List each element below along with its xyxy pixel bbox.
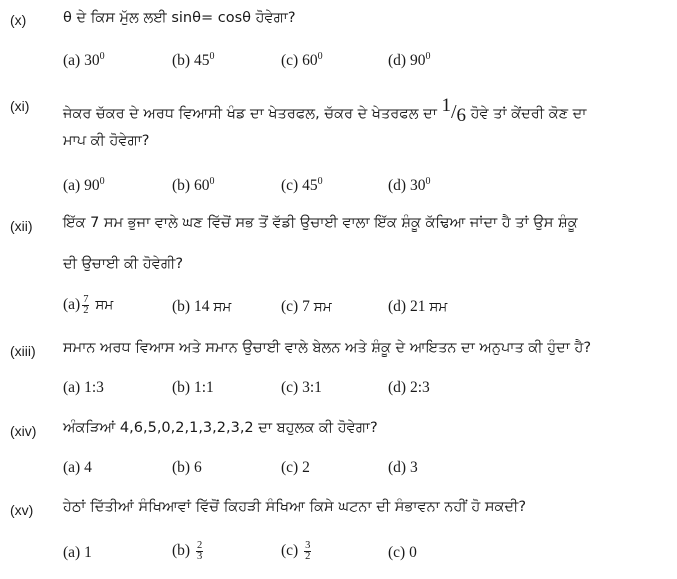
- question-stem: ਜੇਕਰ ਚੱਕਰ ਦੇ ਅਰਧ ਵਿਆਸੀ ਖੰਡ ਦਾ ਖੇਤਰਫਲ, ਚੱਕਰ ਦੇ ਖੇਤਰਫਲ ਦਾ 1/6 ਹੋਵੇ ਤਾਂ ਕੇਂਦਰੀ ਕੋਣ ਦਾ: [63, 95, 587, 126]
- option-c: (c) 7 ਸਮ: [281, 298, 332, 315]
- option-d: (d) $30^0$: [388, 176, 431, 194]
- option-d: (c) 0: [388, 544, 417, 561]
- question-stem: θ ਦੇ ਕਿਸ ਮੁੱਲ ਲਈ sinθ= cosθ ਹੋਵੇਗਾ?: [63, 10, 296, 26]
- option-d: (d) 21 ਸਮ: [388, 298, 448, 315]
- option-d: (d) 3: [388, 459, 418, 476]
- fraction-seven-halves: $\frac{7}{2}$: [83, 294, 89, 316]
- option-b: (b) 14 ਸਮ: [172, 298, 232, 315]
- option-a: (a) $\frac{7}{2}$ ਸਮ: [63, 294, 114, 316]
- option-d: (d) $90^0$: [388, 51, 431, 69]
- fraction-two-thirds: $\frac{2}{3}$: [196, 540, 203, 562]
- question-stem: ਹੇਠਾਂ ਦਿੱਤੀਆਂ ਸੰਖਿਆਵਾਂ ਵਿੱਚੋਂ ਕਿਹੜੀ ਸੰਖਿਆ ਕਿਸੇ ਘਟਨਾ ਦੀ ਸੰਭਾਵਨਾ ਨਹੀਂ ਹੋ ਸਕਦੀ?: [63, 499, 527, 515]
- option-a: (a) $30^0$: [63, 51, 105, 69]
- fraction-three-halves: $\frac{3}{2}$: [305, 540, 311, 562]
- option-b: (b) $45^0$: [172, 51, 215, 69]
- question-number: (xv): [10, 502, 34, 518]
- question-number: (x): [10, 12, 27, 28]
- option-c: (c) $\frac{3}{2}$: [281, 540, 311, 562]
- option-a: (a) 1: [63, 544, 92, 561]
- question-stem: ਇੱਕ 7 ਸਮ ਭੁਜਾ ਵਾਲੇ ਘਣ ਵਿੱਚੋਂ ਸਭ ਤੋਂ ਵੱਡੀ ਉਚਾਈ ਵਾਲਾ ਇੱਕ ਸ਼ੰਕੂ ਕੱਢਿਆ ਜਾਂਦਾ ਹੈ ਤਾਂ ਉਸ ਸ਼ੰਕੂ: [63, 215, 578, 231]
- question-stem: ਅੰਕੜਿਆਂ 4,6,5,0,2,1,3,2,3,2 ਦਾ ਬਹੁਲਕ ਕੀ ਹੋਵੇਗਾ?: [63, 420, 378, 436]
- question-number: (xiv): [10, 423, 37, 439]
- option-c: (c) 3:1: [281, 379, 322, 396]
- option-a: (a) $90^0$: [63, 176, 105, 194]
- question-stem-continued: ਦੀ ਉਚਾਈ ਕੀ ਹੋਵੇਗੀ?: [63, 256, 184, 272]
- option-c: (c) $60^0$: [281, 51, 323, 69]
- option-d: (d) 2:3: [388, 379, 430, 396]
- option-c: (c) 2: [281, 459, 310, 476]
- option-b: (b) 1:1: [172, 379, 214, 396]
- option-a: (a) 4: [63, 459, 92, 476]
- option-b: (b) $\frac{2}{3}$: [172, 540, 203, 562]
- question-number: (xiii): [10, 343, 36, 359]
- question-number: (xii): [10, 218, 33, 234]
- question-stem: ਸਮਾਨ ਅਰਧ ਵਿਆਸ ਅਤੇ ਸਮਾਨ ਉਚਾਈ ਵਾਲੇ ਬੇਲਨ ਅਤੇ ਸ਼ੰਕੂ ਦੇ ਆਇਤਨ ਦਾ ਅਨੁਪਾਤ ਕੀ ਹੁੰਦਾ ਹੈ?: [63, 340, 592, 356]
- fraction-one-sixth: 1/6: [441, 95, 467, 126]
- option-a: (a) 1:3: [63, 379, 104, 396]
- question-stem-continued: ਮਾਪ ਕੀ ਹੋਵੇਗਾ?: [63, 133, 150, 149]
- option-b: (b) 6: [172, 459, 202, 476]
- option-c: (c) $45^0$: [281, 176, 323, 194]
- question-number: (xi): [10, 98, 30, 114]
- option-b: (b) $60^0$: [172, 176, 215, 194]
